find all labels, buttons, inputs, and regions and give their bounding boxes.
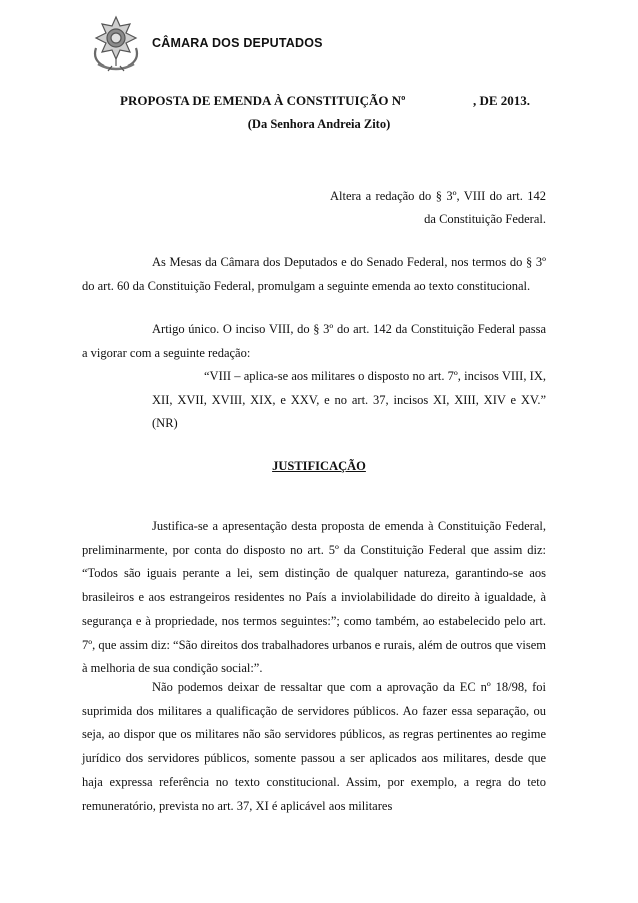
justification-heading: JUSTIFICAÇÃO <box>272 459 366 473</box>
article-paragraph: Artigo único. O inciso VIII, do § 3º do art. 142 da Constituição Federal passa a vigorar com a seguinte redação: <box>82 322 546 360</box>
quoted-amendment-text: “VIII – aplica-se aos militares o disposto no art. 7º, incisos VIII, IX, XII, XVII, XVIII, XIX, e XXV, e no art. 37, incisos XI, XIII, XIV e XV.” (NR) <box>152 369 546 431</box>
title-right: , DE 2013. <box>472 93 530 108</box>
coat-of-arms-icon <box>90 14 142 72</box>
preamble-paragraph: As Mesas da Câmara dos Deputados e do Senado Federal, nos termos do § 3º do art. 60 da Constituição Federal, promulgam a seguinte emenda ao texto constitucional. <box>82 255 546 293</box>
ementa: Altera a redação do § 3º, VIII do art. 142 da Constituição Federal. <box>330 189 546 226</box>
justification-paragraph-1: Justifica-se a apresentação desta proposta de emenda à Constituição Federal, preliminarmente, por conta do disposto no art. 5º da Constituição Federal que assim diz: “Todos são iguais perante a lei, sem distinção de qualquer natureza, garantindo-se aos brasileiros e aos estrangeiros residentes no País a inviolabilidade do direito à igualdade, à segurança e à propriedade, nos termos seguintes:”; como também, ao estabelecido pelo art. 7º, que assim diz: “São direitos dos trabalhadores urbanos e rurais, além de outros que visem à melhoria de sua condição social:”. <box>82 519 546 676</box>
institution-name: CÂMARA DOS DEPUTADOS <box>152 36 323 50</box>
quoted-amendment <box>152 365 546 436</box>
justification-paragraph-2: Não podemos deixar de ressaltar que com a aprovação da EC nº 18/98, foi suprimida dos militares a qualificação de servidores públicos. Ao fazer essa separação, ou seja, ao dispor que os militares não são servidores públicos, as regras pertinentes ao regime jurídico dos servidores públicos, somente passou a ser aplicados aos militares, desde que haja expressa referência no texto constitucional. Assim, por exemplo, a regra do teto remuneratório, prevista no art. 37, XI é aplicável aos militares <box>82 680 546 813</box>
author-line: (Da Senhora Andreia Zito) <box>247 117 391 131</box>
title-left: PROPOSTA DE EMENDA À CONSTITUIÇÃO Nº <box>120 93 406 108</box>
